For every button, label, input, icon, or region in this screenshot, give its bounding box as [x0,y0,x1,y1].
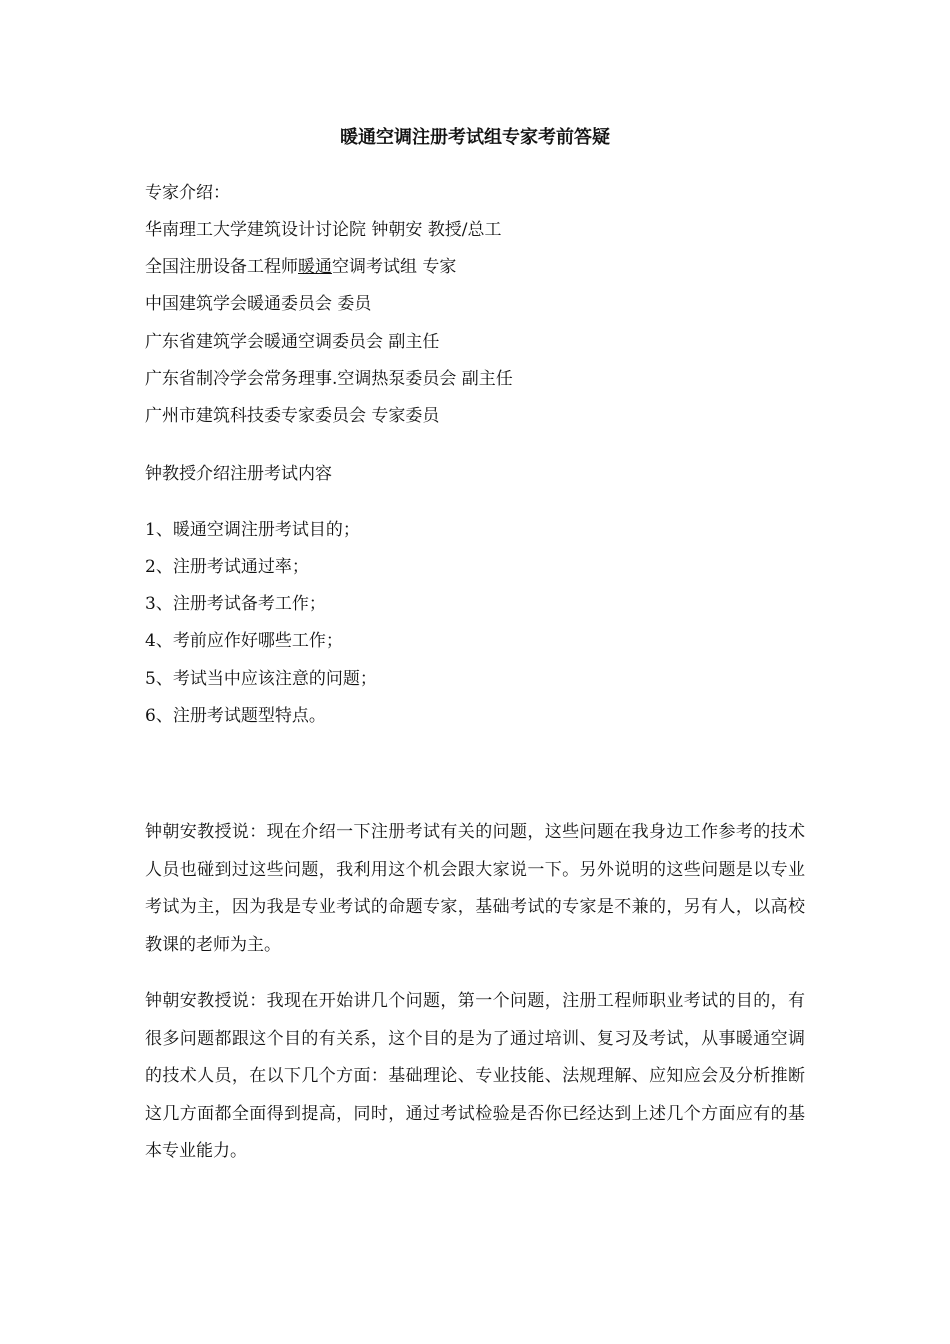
list-item: 4、考前应作好哪些工作； [145,631,343,651]
expert-line-2 [145,254,456,280]
list-item: 1、暖通空调注册考试目的； [145,520,360,540]
paragraph-2: 钟朝安教授说：我现在开始讲几个问题，第一个问题，注册工程师职业考试的目的，有很多问题都跟这个目的有关系，这个目的是为了通过培训、复习及考试，从事暖通空调的技术人员，在以下几个方面：基础理论、专业技能、法规理解、应知应会及分析推断这几方面都全面得到提高，同时，通过考试检验是否你已经达到上述几个方面应有的基本专业能力。 [145,991,805,1161]
paragraph-1: 钟朝安教授说：现在介绍一下注册考试有关的问题，这些问题在我身边工作参考的技术人员也碰到过这些问题，我利用这个机会跟大家说一下。另外说明的这些问题是以专业考试为主，因为我是专业考试的命题专家，基础考试的专家是不兼的，另有人，以高校教课的老师为主。 [145,822,805,955]
expert-heading: 专家介绍： [145,183,230,203]
expert-line-1: 华南理工大学建筑设计讨论院 钟朝安 教授/总工 [145,220,502,240]
list-item: 3、注册考试备考工作； [145,594,326,614]
expert-line-2-pre: 全国注册设备工程师 [145,257,298,277]
expert-line-4: 广东省建筑学会暖通空调委员会 副主任 [145,332,440,352]
expert-line-6: 广州市建筑科技委专家委员会 专家委员 [145,406,440,426]
expert-line-2-post: 空调考试组 专家 [332,257,457,277]
expert-line-5: 广东省制冷学会常务理事.空调热泵委员会 副主任 [145,369,513,389]
expert-line-3: 中国建筑学会暖通委员会 委员 [145,294,372,314]
intro-heading: 钟教授介绍注册考试内容 [145,464,332,484]
list-item: 5、考试当中应该注意的问题； [145,669,377,689]
document-title: 暖通空调注册考试组专家考前答疑 [340,127,610,148]
list-item: 2、注册考试通过率； [145,557,309,577]
list-item: 6、注册考试题型特点。 [145,706,326,726]
expert-line-2-underlined: 暖通 [298,257,332,277]
